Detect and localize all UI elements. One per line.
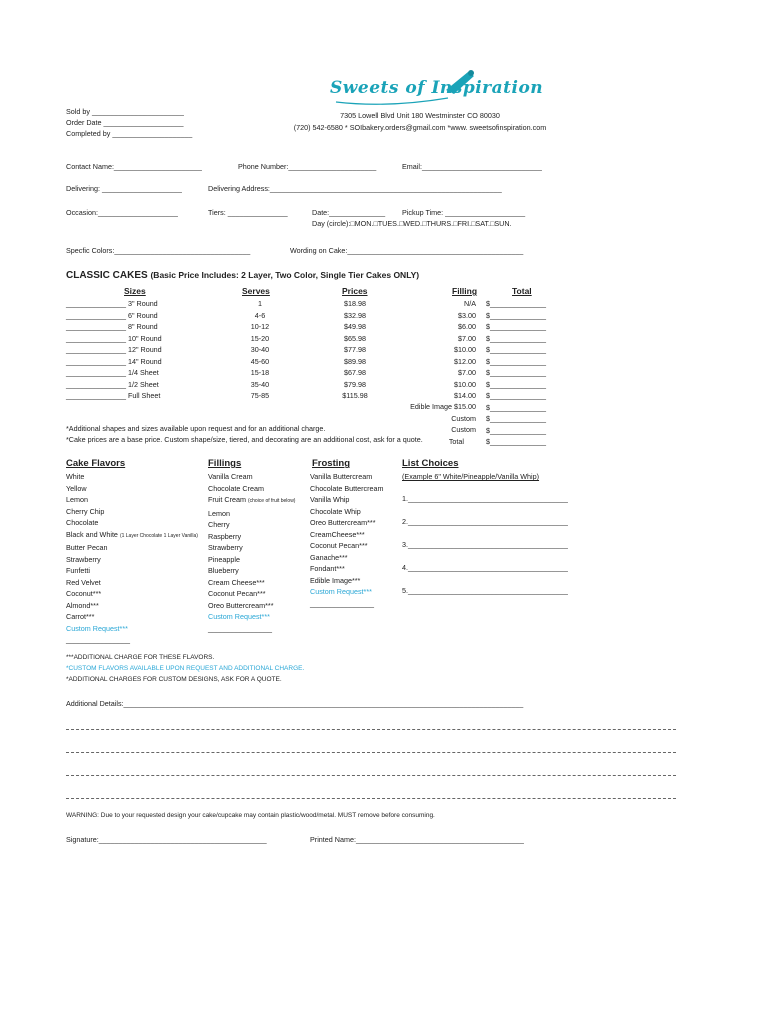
price-cell: $18.98 (344, 299, 366, 308)
serves-column (232, 298, 288, 402)
details-line[interactable] (66, 729, 676, 730)
grand-total-cell[interactable]: $______________ (486, 437, 546, 446)
completed-by-field[interactable]: Completed by ____________________ (66, 129, 193, 138)
filling-cell: N/A (464, 299, 476, 308)
list-item: White (66, 472, 85, 481)
total-cell[interactable]: $______________ (486, 379, 546, 389)
cake-flavors-heading: Cake Flavors (66, 458, 126, 469)
total-label: Total (448, 436, 464, 446)
col-header-serves: Serves (242, 286, 270, 296)
custom-request-frosting: Custom Request*** (310, 587, 372, 596)
list-item: Butter Pecan (66, 543, 108, 552)
total-cell[interactable]: $______________ (486, 391, 546, 400)
classic-note-shapes: *Additional shapes and sizes available upon request and for an additional charge. (66, 424, 326, 433)
total-cell[interactable]: $______________ (486, 322, 546, 331)
list-item: Chocolate Whip (310, 506, 361, 516)
filling-cell: $7.00 (458, 368, 476, 377)
note-custom-flavors: *CUSTOM FLAVORS AVAILABLE UPON REQUEST AND ADDITIONAL CHARGE. (66, 665, 305, 672)
details-line[interactable] (66, 752, 676, 753)
tiers-field[interactable]: Tiers: _______________ (208, 208, 288, 217)
note-additional-charge: ***ADDITIONAL CHARGE FOR THESE FLAVORS. (66, 654, 215, 661)
price-cell: $89.98 (344, 356, 366, 366)
total-column (486, 298, 546, 448)
filling-cell: $10.00 (454, 379, 476, 389)
list-choice-line-4[interactable]: 4.________________________________________ (402, 563, 568, 572)
serves-cell: 15-20 (250, 333, 270, 343)
email-field[interactable]: Email:______________________________ (402, 162, 542, 171)
filling-cell: $10.00 (454, 345, 476, 354)
list-item: Lemon (66, 495, 88, 504)
custom-request-flavor: Custom Request*** (66, 623, 128, 633)
total-cell[interactable]: $______________ (486, 310, 546, 320)
black-white-note: (1 Layer Chocolate 1 Layer Vanilla) (119, 532, 198, 539)
list-item (66, 529, 198, 543)
custom-total-cell[interactable]: $______________ (486, 414, 546, 423)
list-item: Strawberry (66, 554, 101, 564)
filling-cell: $12.00 (454, 356, 476, 366)
frosting-heading: Frosting (312, 458, 350, 469)
classic-cakes-heading (66, 270, 419, 281)
list-item: Vanilla Buttercream (310, 472, 373, 481)
price-cell: $115.98 (342, 391, 368, 400)
serves-cell: 30-40 (250, 345, 270, 354)
additional-details-field[interactable]: Additional Details:____________________________________________________________________________________________________ (66, 699, 524, 708)
logo-text: Sweets of Inspiration (330, 78, 544, 98)
col-header-sizes: Sizes (124, 286, 146, 296)
occasion-field[interactable]: Occasion:____________________ (66, 208, 178, 217)
list-item: Raspberry (208, 531, 242, 541)
sold-by-field[interactable]: Sold by _______________________ (66, 107, 184, 116)
col-header-total: Total (512, 286, 532, 296)
serves-cell: 10-12 (250, 322, 270, 331)
list-item: Blueberry (208, 566, 239, 575)
date-field[interactable]: Date:______________ (312, 208, 386, 217)
edible-image-label: Edible Image $15.00 (410, 402, 476, 411)
classic-cakes-title: CLASSIC CAKES (66, 270, 148, 281)
list-item: Funfetti (66, 566, 90, 575)
fillings-heading: Fillings (208, 458, 242, 469)
sizes-column (66, 298, 162, 402)
delivering-field[interactable]: Delivering: ____________________ (66, 184, 182, 193)
list-item: Strawberry (208, 543, 243, 552)
table-row[interactable]: _______________ 8" Round (66, 322, 158, 331)
custom-request-filling: Custom Request*** (208, 612, 270, 621)
contact-name-field[interactable]: Contact Name:______________________ (66, 162, 202, 171)
price-cell: $65.98 (344, 333, 366, 343)
wording-field[interactable]: Wording on Cake:____________________________________________ (290, 246, 524, 255)
black-white-label: Black and White (66, 529, 118, 539)
filling-cell: $3.00 (458, 310, 476, 320)
filling-cell: $6.00 (458, 322, 476, 331)
list-item: Yellow (66, 483, 87, 493)
list-item: Chocolate Buttercream (310, 483, 384, 493)
prices-column (330, 298, 380, 402)
list-item: Pineapple (208, 554, 240, 564)
signature-field[interactable]: Signature:__________________________________________ (66, 835, 267, 844)
list-choices-example: (Example 6" White/Pineapple/Vanilla Whip) (402, 472, 540, 481)
filling-cell: $14.00 (454, 391, 476, 400)
list-choice-line-2[interactable]: 2.________________________________________ (402, 517, 568, 526)
warning-text: WARNING: Due to your requested design your cake/cupcake may contain plastic/wood/metal. MUST remove before consuming. (66, 812, 435, 819)
fruit-cream-label: Fruit Cream (208, 495, 246, 504)
price-cell: $79.98 (344, 379, 366, 389)
list-item: Fondant*** (310, 564, 345, 573)
col-header-filling: Filling (452, 286, 478, 296)
table-row[interactable]: _______________ 12" Round (66, 345, 162, 354)
total-cell[interactable]: $______________ (486, 333, 546, 343)
list-item (208, 494, 295, 508)
delivering-address-field[interactable]: Delivering Address:__________________________________________________________ (208, 184, 502, 193)
list-choice-line-5[interactable]: 5.________________________________________ (402, 586, 568, 595)
list-item: CreamCheese*** (310, 529, 365, 539)
fillings-list (208, 471, 295, 634)
fruit-cream-note: (choice of fruit below) (247, 498, 296, 504)
note-custom-designs: *ADDITIONAL CHARGES FOR CUSTOM DESIGNS, ASK FOR A QUOTE. (66, 676, 282, 683)
details-line[interactable] (66, 775, 676, 776)
list-item: Almond*** (66, 600, 99, 610)
table-row[interactable]: _______________ 10" Round (66, 333, 162, 343)
custom-label: Custom (451, 425, 476, 434)
list-item: Chocolate (66, 518, 99, 527)
total-cell[interactable]: $______________ (486, 368, 546, 377)
list-choices-heading: List Choices (402, 458, 459, 469)
table-row[interactable]: _______________ 3" Round (66, 299, 158, 308)
custom-flavor-line[interactable]: ________________ (66, 635, 130, 644)
list-item: Oreo Buttercream*** (310, 518, 376, 527)
custom-total-cell[interactable]: $______________ (486, 425, 546, 435)
frosting-list (310, 471, 384, 609)
serves-cell: 75-85 (250, 391, 270, 400)
total-cell[interactable]: $______________ (486, 356, 546, 366)
list-item: Coconut Pecan*** (310, 541, 368, 550)
serves-cell: 15-18 (250, 368, 270, 377)
list-item: Lemon (208, 508, 230, 518)
specific-colors-field[interactable]: Specfic Colors:__________________________________ (66, 246, 251, 255)
custom-frosting-line[interactable]: ________________ (310, 598, 374, 608)
list-item: Ganache*** (310, 552, 348, 562)
price-cell: $32.98 (344, 310, 366, 320)
list-item: Coconut Pecan*** (208, 589, 266, 598)
business-address: 7305 Lowell Blvd Unit 180 Westminster CO 80030 (340, 111, 500, 120)
serves-cell: 35-40 (250, 379, 270, 389)
list-item: Cream Cheese*** (208, 577, 265, 587)
list-choice-line-1[interactable]: 1.________________________________________ (402, 494, 568, 503)
price-cell: $77.98 (344, 345, 366, 354)
list-item: Vanilla Whip (310, 495, 350, 504)
col-header-prices: Prices (342, 286, 368, 296)
list-choice-line-3[interactable]: 3.________________________________________ (402, 540, 568, 549)
business-contact: (720) 542-6580 * SOIbakery.orders@gmail.com *www. sweetsofinspiration.com (293, 123, 547, 132)
list-item: Cherry Chip (66, 506, 105, 516)
classic-note-base-price: *Cake prices are a base price. Custom shape/size, tiered, and decorating are an additional cost, ask for a quote. (66, 435, 423, 444)
details-line[interactable] (66, 798, 676, 799)
table-row[interactable]: _______________ 6" Round (66, 310, 158, 320)
list-item: Red Velvet (66, 577, 101, 587)
printed-name-field[interactable]: Printed Name:__________________________________________ (310, 835, 524, 844)
total-cell[interactable]: $______________ (486, 345, 546, 354)
custom-label: Custom (451, 413, 476, 423)
list-item: Oreo Buttercream*** (208, 600, 274, 610)
table-row[interactable]: _______________ 14" Round (66, 356, 162, 366)
order-date-field[interactable]: Order Date ____________________ (66, 118, 184, 127)
pickup-time-field[interactable]: Pickup Time: ____________________ (402, 208, 526, 217)
list-item: Cherry (208, 520, 230, 529)
serves-cell: 1 (258, 299, 262, 308)
list-item: Vanilla Cream (208, 472, 253, 481)
price-cell: $49.98 (344, 322, 366, 331)
list-item: Edible Image*** (310, 575, 361, 585)
phone-field[interactable]: Phone Number:______________________ (238, 162, 377, 171)
list-item: Chocolate Cream (208, 483, 264, 493)
filling-column (430, 298, 476, 402)
logo (328, 68, 544, 108)
list-item: Carrot*** (66, 612, 95, 621)
table-row[interactable]: _______________ 1/2 Sheet (66, 379, 159, 389)
filling-cell: $7.00 (458, 333, 476, 343)
custom-filling-line[interactable]: ________________ (208, 623, 272, 633)
serves-cell: 45-60 (250, 356, 270, 366)
day-circle-options[interactable]: Day (circle):□MON.□TUES.□WED.□THURS.□FRI.□SAT.□SUN. (312, 219, 512, 228)
cake-flavors-list (66, 471, 198, 646)
classic-cakes-subtitle: (Basic Price Includes: 2 Layer, Two Color, Single Tier Cakes ONLY) (150, 270, 420, 280)
total-cell[interactable]: $______________ (486, 299, 546, 308)
edible-total-cell[interactable]: $______________ (486, 402, 546, 412)
price-cell: $67.98 (344, 368, 366, 377)
list-item: Coconut*** (66, 589, 102, 598)
serves-cell: 4-6 (254, 310, 266, 320)
table-row[interactable]: _______________ Full Sheet (66, 391, 161, 400)
table-row[interactable]: _______________ 1/4 Sheet (66, 368, 159, 377)
